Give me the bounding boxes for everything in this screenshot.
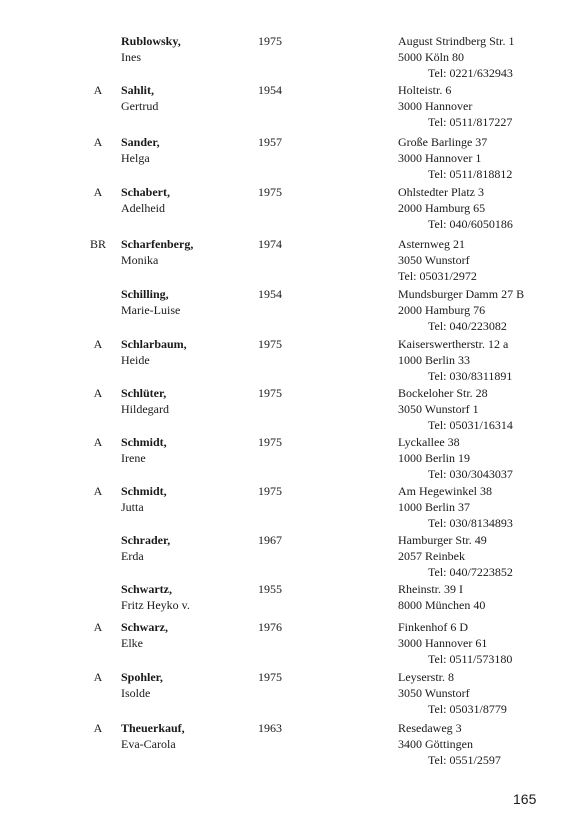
entry-phone: Tel: 05031/8779 (428, 702, 507, 716)
entry-mark: A (93, 721, 103, 735)
entry-name (121, 483, 251, 515)
entry-city: 5000 Köln 80 (398, 50, 464, 64)
entry-phone: Tel: 040/7223852 (428, 565, 513, 579)
entry-surname: Schlüter, (121, 386, 167, 400)
entry-given-name: Hildegard (121, 402, 169, 416)
entry-mark: A (93, 135, 103, 149)
page-number: 165 (513, 791, 537, 807)
entry-address (398, 134, 568, 182)
entry-city: 1000 Berlin 37 (398, 500, 470, 514)
entry-year: 1954 (258, 83, 282, 97)
entry-surname: Schilling, (121, 287, 169, 301)
entry-city: 3000 Hannover 61 (398, 636, 488, 650)
entry-address (398, 286, 568, 334)
entry-surname: Scharfenberg, (121, 237, 194, 251)
entry-street: Hamburger Str. 49 (398, 533, 487, 547)
entry-address (398, 184, 568, 232)
entry-mark: A (93, 620, 103, 634)
entry-given-name: Irene (121, 451, 146, 465)
entry-phone: Tel: 030/3043037 (428, 467, 513, 481)
entry-name (121, 532, 251, 564)
entry-surname: Schwartz, (121, 582, 172, 596)
entry-street: Ohlstedter Platz 3 (398, 185, 484, 199)
entry-year: 1974 (258, 237, 282, 251)
entry-name (121, 720, 251, 752)
entry-given-name: Fritz Heyko v. (121, 598, 190, 612)
entry-year: 1975 (258, 34, 282, 48)
entry-address (398, 669, 568, 717)
entry-phone: Tel: 05031/2972 (398, 269, 477, 283)
entry-address (398, 82, 568, 130)
entry-year: 1975 (258, 337, 282, 351)
entry-phone: Tel: 05031/16314 (428, 418, 513, 432)
entry-street: Am Hegewinkel 38 (398, 484, 492, 498)
entry-name (121, 82, 251, 114)
entry-phone: Tel: 040/6050186 (428, 217, 513, 231)
entry-phone: Tel: 0511/817227 (428, 115, 513, 129)
entry-address (398, 236, 568, 284)
entry-year: 1955 (258, 582, 282, 596)
entry-street: Kaiserswertherstr. 12 a (398, 337, 509, 351)
entry-name (121, 236, 251, 268)
entry-address (398, 581, 568, 613)
entry-phone: Tel: 040/223082 (428, 319, 507, 333)
entry-name (121, 134, 251, 166)
entry-given-name: Monika (121, 253, 159, 267)
entry-mark: A (93, 484, 103, 498)
entry-address (398, 619, 568, 667)
entry-given-name: Gertrud (121, 99, 159, 113)
entry-address (398, 336, 568, 384)
entry-street: Große Barlinge 37 (398, 135, 488, 149)
entry-address (398, 532, 568, 580)
entry-city: 2000 Hamburg 65 (398, 201, 486, 215)
entry-phone: Tel: 0511/818812 (428, 167, 513, 181)
entry-name (121, 434, 251, 466)
entry-street: Holteistr. 6 (398, 83, 452, 97)
entry-year: 1954 (258, 287, 282, 301)
entry-phone: Tel: 030/8311891 (428, 369, 513, 383)
entry-given-name: Marie-Luise (121, 303, 181, 317)
entry-address (398, 720, 568, 768)
entry-city: 1000 Berlin 33 (398, 353, 470, 367)
entry-surname: Schmidt, (121, 435, 167, 449)
entry-given-name: Erda (121, 549, 144, 563)
entry-city: 1000 Berlin 19 (398, 451, 470, 465)
entry-given-name: Isolde (121, 686, 151, 700)
entry-surname: Schrader, (121, 533, 171, 547)
entry-surname: Schmidt, (121, 484, 167, 498)
entry-surname: Rublowsky, (121, 34, 181, 48)
entry-year: 1967 (258, 533, 282, 547)
entry-street: Leyserstr. 8 (398, 670, 454, 684)
entry-mark: A (93, 337, 103, 351)
entry-name (121, 184, 251, 216)
entry-name (121, 619, 251, 651)
entry-year: 1975 (258, 435, 282, 449)
entry-year: 1975 (258, 386, 282, 400)
entry-phone: Tel: 0221/632943 (428, 66, 513, 80)
entry-name (121, 33, 251, 65)
entry-street: August Strindberg Str. 1 (398, 34, 515, 48)
entry-phone: Tel: 0551/2597 (428, 753, 501, 767)
entry-name (121, 336, 251, 368)
entry-city: 2057 Reinbek (398, 549, 465, 563)
entry-mark: A (93, 386, 103, 400)
entry-surname: Spohler, (121, 670, 163, 684)
entry-city: 3400 Göttingen (398, 737, 473, 751)
entry-city: 2000 Hamburg 76 (398, 303, 486, 317)
entry-street: Finkenhof 6 D (398, 620, 468, 634)
entry-year: 1975 (258, 670, 282, 684)
entry-name (121, 669, 251, 701)
entry-year: 1975 (258, 484, 282, 498)
entry-given-name: Heide (121, 353, 150, 367)
entry-year: 1975 (258, 185, 282, 199)
entry-mark: BR (89, 237, 106, 251)
entry-mark: A (93, 83, 103, 97)
entry-phone: Tel: 0511/573180 (428, 652, 513, 666)
entry-name (121, 581, 251, 613)
entry-street: Asternweg 21 (398, 237, 465, 251)
entry-street: Bockeloher Str. 28 (398, 386, 488, 400)
entry-surname: Theuerkauf, (121, 721, 185, 735)
entry-name (121, 385, 251, 417)
entry-given-name: Helga (121, 151, 150, 165)
entry-street: Mundsburger Damm 27 B (398, 287, 525, 301)
entry-address (398, 385, 568, 433)
entry-name (121, 286, 251, 318)
entry-given-name: Elke (121, 636, 143, 650)
entry-address (398, 33, 568, 81)
entry-surname: Schwarz, (121, 620, 168, 634)
entry-mark: A (93, 435, 103, 449)
entry-surname: Schabert, (121, 185, 170, 199)
entry-street: Resedaweg 3 (398, 721, 462, 735)
entry-mark: A (93, 185, 103, 199)
entry-year: 1976 (258, 620, 282, 634)
entry-address (398, 483, 568, 531)
entry-street: Rheinstr. 39 I (398, 582, 463, 596)
entry-year: 1957 (258, 135, 282, 149)
entry-surname: Sander, (121, 135, 160, 149)
entry-given-name: Ines (121, 50, 141, 64)
entry-mark: A (93, 670, 103, 684)
entry-phone: Tel: 030/8134893 (428, 516, 513, 530)
entry-surname: Sahlit, (121, 83, 155, 97)
entry-city: 3000 Hannover (398, 99, 473, 113)
entry-given-name: Eva-Carola (121, 737, 176, 751)
entry-city: 8000 München 40 (398, 598, 486, 612)
entry-address (398, 434, 568, 482)
entry-given-name: Jutta (121, 500, 144, 514)
entry-city: 3000 Hannover 1 (398, 151, 482, 165)
entry-year: 1963 (258, 721, 282, 735)
entry-city: 3050 Wunstorf (398, 686, 470, 700)
entry-street: Lyckallee 38 (398, 435, 460, 449)
entry-city: 3050 Wunstorf 1 (398, 402, 479, 416)
entry-surname: Schlarbaum, (121, 337, 187, 351)
entry-given-name: Adelheid (121, 201, 165, 215)
entry-city: 3050 Wunstorf (398, 253, 470, 267)
